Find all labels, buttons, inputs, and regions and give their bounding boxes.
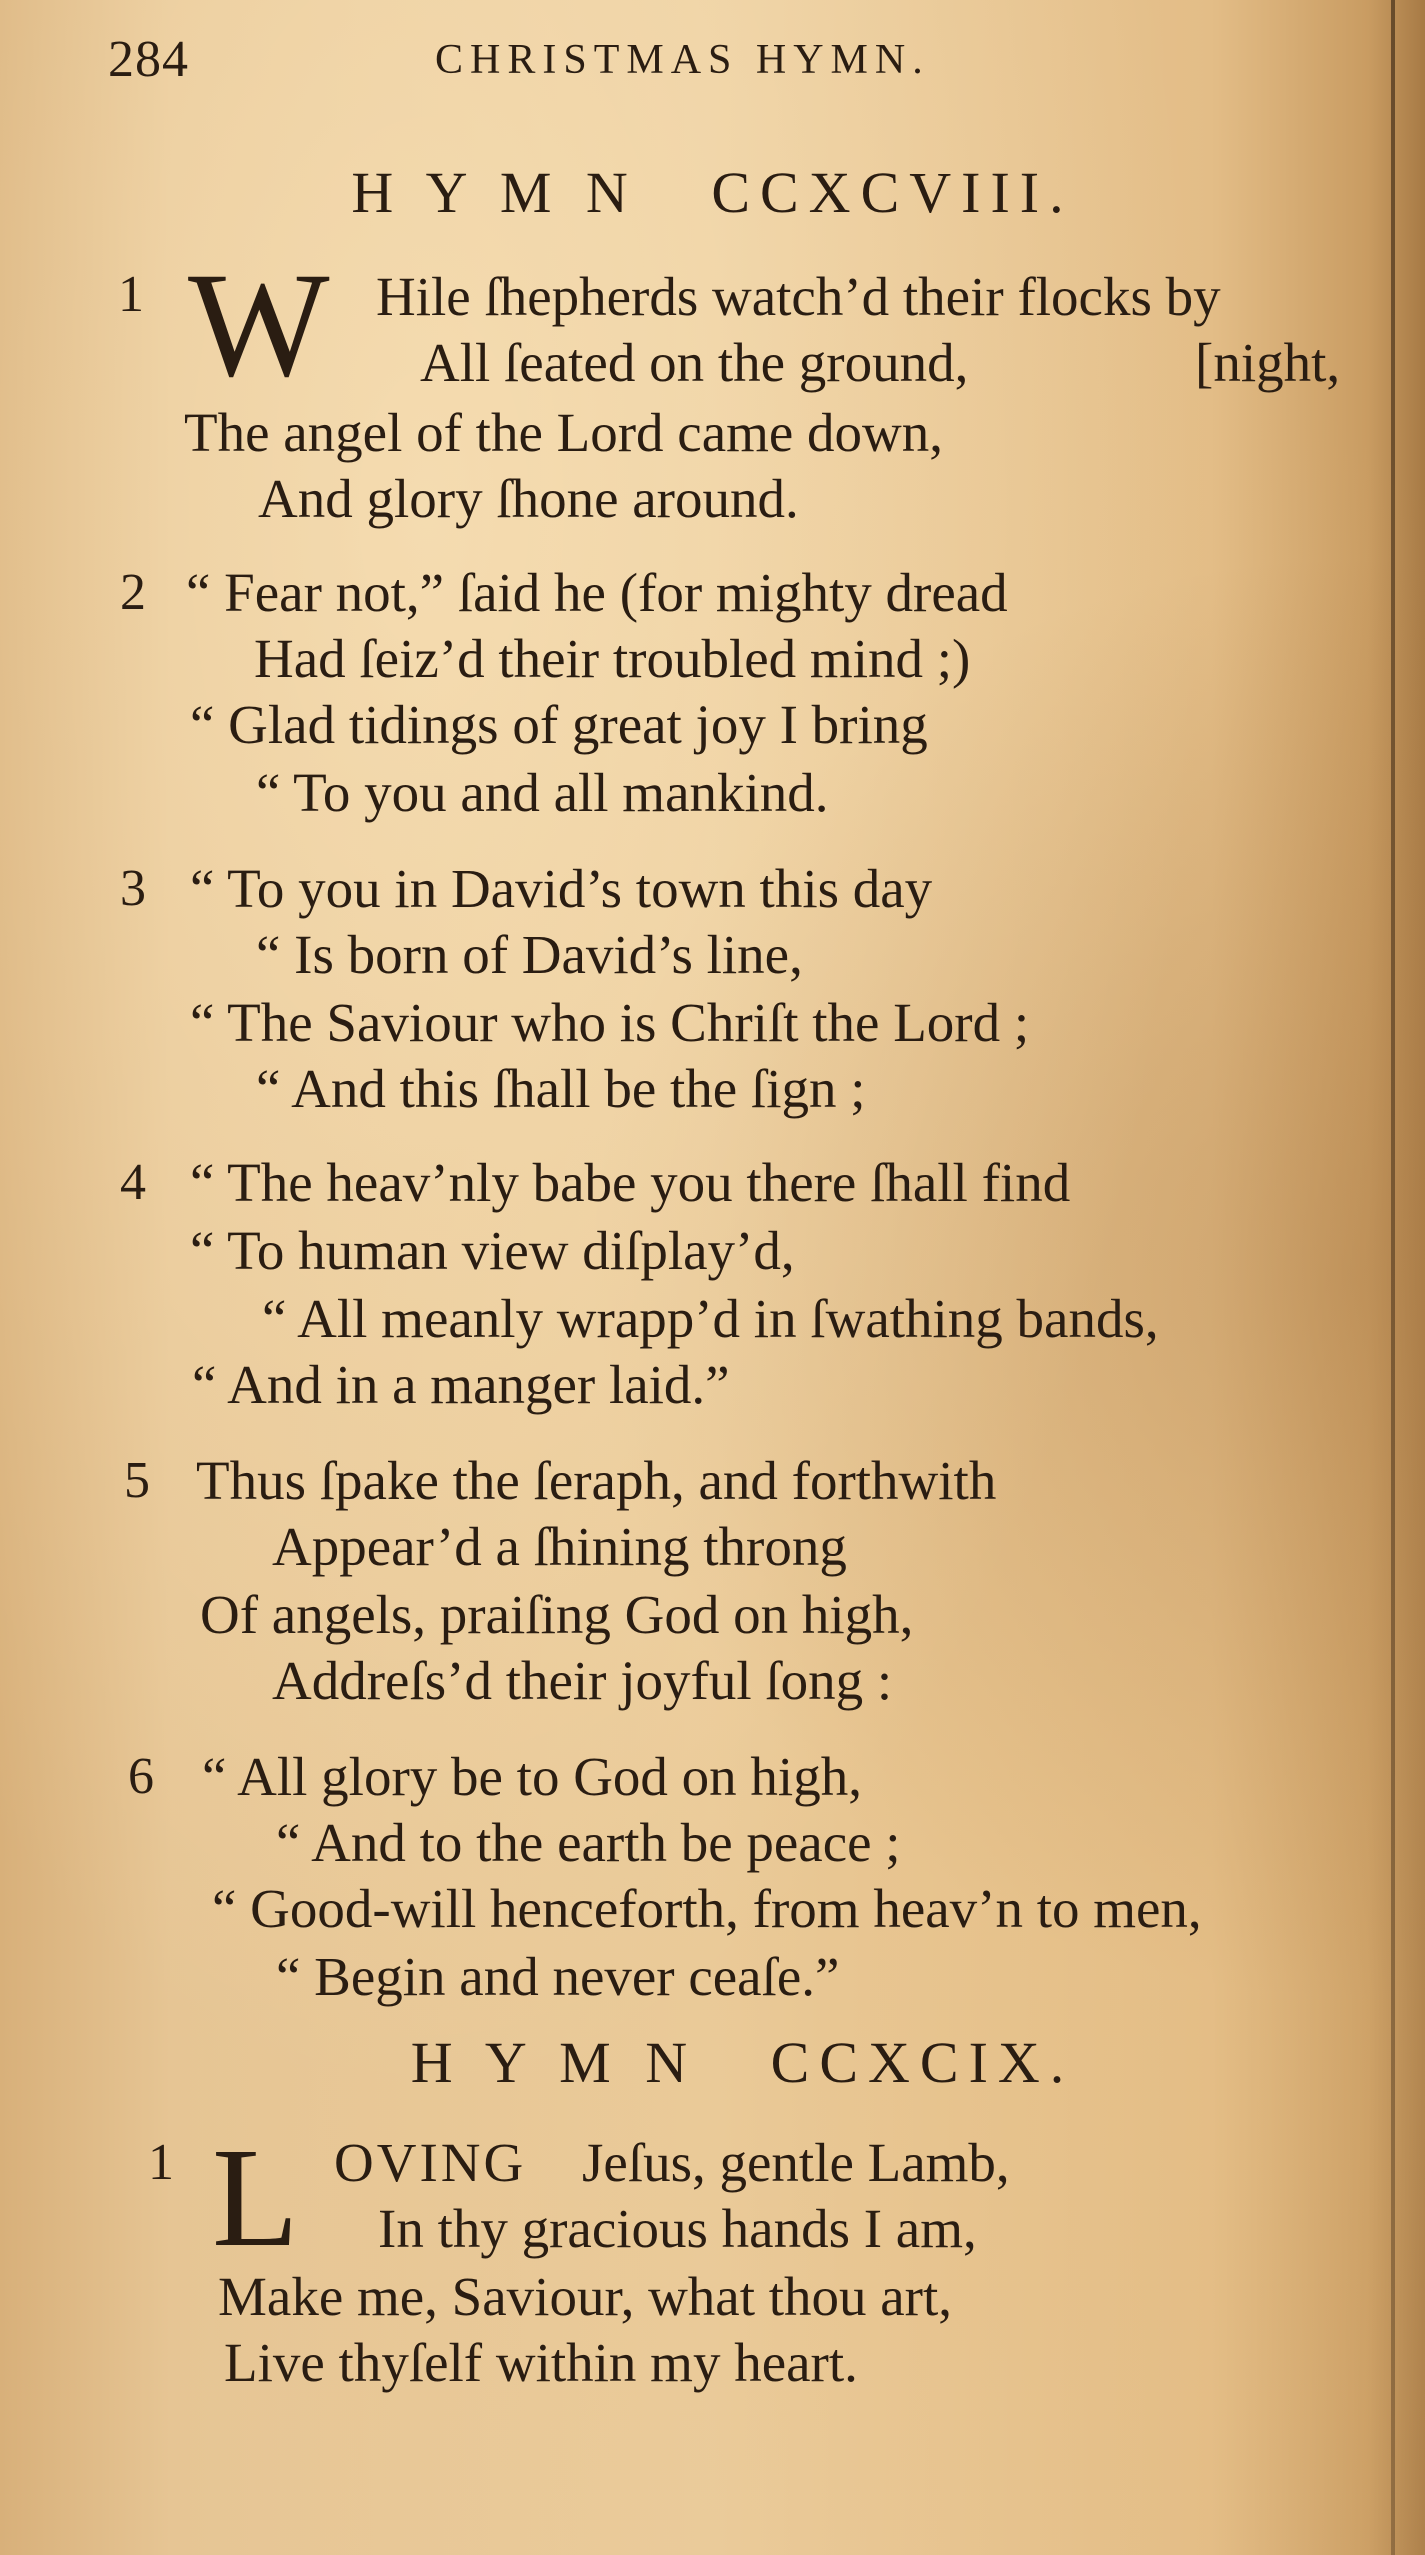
verse-line: Make me, Saviour, what thou art, bbox=[218, 2266, 953, 2327]
verse-line: Addreſs’d their joyful ſong : bbox=[272, 1650, 893, 1711]
running-head bbox=[0, 30, 1425, 90]
verse-line: “ To you and all mankind. bbox=[256, 762, 829, 823]
verse-line: Hile ſhepherds watch’d their flocks by bbox=[376, 266, 1221, 327]
verse-line: “ And this ſhall be the ſign ; bbox=[256, 1058, 866, 1119]
verse-line: “ All glory be to God on high, bbox=[202, 1746, 862, 1807]
verse-line: “ To you in David’s town this day bbox=[190, 858, 933, 919]
page-edge-shadow bbox=[1391, 0, 1395, 2555]
drop-cap-w: W bbox=[188, 242, 330, 408]
carry-over-word: [night, bbox=[1195, 332, 1341, 393]
hymn-title-299: H Y M N CCXCIX. bbox=[410, 2030, 1075, 2095]
verse-line: Jeſus, gentle Lamb, bbox=[582, 2132, 1010, 2193]
verse-line: Live thyſelf within my heart. bbox=[224, 2332, 858, 2393]
verse-line: Thus ſpake the ſeraph, and forthwith bbox=[196, 1450, 997, 1511]
verse-number-1: 1 bbox=[118, 266, 144, 323]
verse-line: “ Glad tidings of great joy I bring bbox=[190, 694, 928, 755]
verse-number-5: 5 bbox=[124, 1452, 150, 1509]
verse-line: “ Good-will henceforth, from heav’n to men, bbox=[212, 1878, 1202, 1939]
verse-line: “ To human view diſplay’d, bbox=[190, 1220, 795, 1281]
verse-number-2: 2 bbox=[120, 564, 146, 621]
verse-line: Had ſeiz’d their troubled mind ;) bbox=[254, 628, 971, 689]
verse-line: All ſeated on the ground, bbox=[420, 332, 969, 393]
verse-line: And glory ſhone around. bbox=[258, 468, 799, 529]
verse-line: The angel of the Lord came down, bbox=[184, 402, 944, 463]
verse-number-1: 1 bbox=[148, 2134, 174, 2191]
verse-line: “ The heav’nly babe you there ſhall find bbox=[190, 1152, 1071, 1213]
verse-line: Of angels, praiſing God on high, bbox=[200, 1584, 914, 1645]
verse-number-4: 4 bbox=[120, 1154, 146, 1211]
verse-line: In thy gracious hands I am, bbox=[378, 2198, 977, 2259]
first-word-caps: OVING bbox=[334, 2132, 527, 2193]
verse-number-3: 3 bbox=[120, 860, 146, 917]
verse-line: “ Begin and never ceaſe.” bbox=[276, 1946, 840, 2007]
verse-line: “ Fear not,” ſaid he (for mighty dread bbox=[186, 562, 1008, 623]
verse-line: “ And in a manger laid.” bbox=[192, 1354, 730, 1415]
verse-number-6: 6 bbox=[128, 1748, 154, 1805]
verse-line: Appear’d a ſhining throng bbox=[272, 1516, 847, 1577]
hymn-title-298: H Y M N CCXCVIII. bbox=[351, 160, 1074, 225]
verse-line: “ And to the earth be peace ; bbox=[276, 1812, 901, 1873]
page-number: 284 bbox=[108, 31, 189, 88]
verse-line: “ Is born of David’s line, bbox=[256, 924, 803, 985]
drop-cap-l: L bbox=[212, 2118, 299, 2276]
running-title: CHRISTMAS HYMN. bbox=[435, 37, 930, 83]
verse-line: “ The Saviour who is Chriſt the Lord ; bbox=[190, 992, 1030, 1053]
verse-line: “ All meanly wrapp’d in ſwathing bands, bbox=[262, 1288, 1159, 1349]
